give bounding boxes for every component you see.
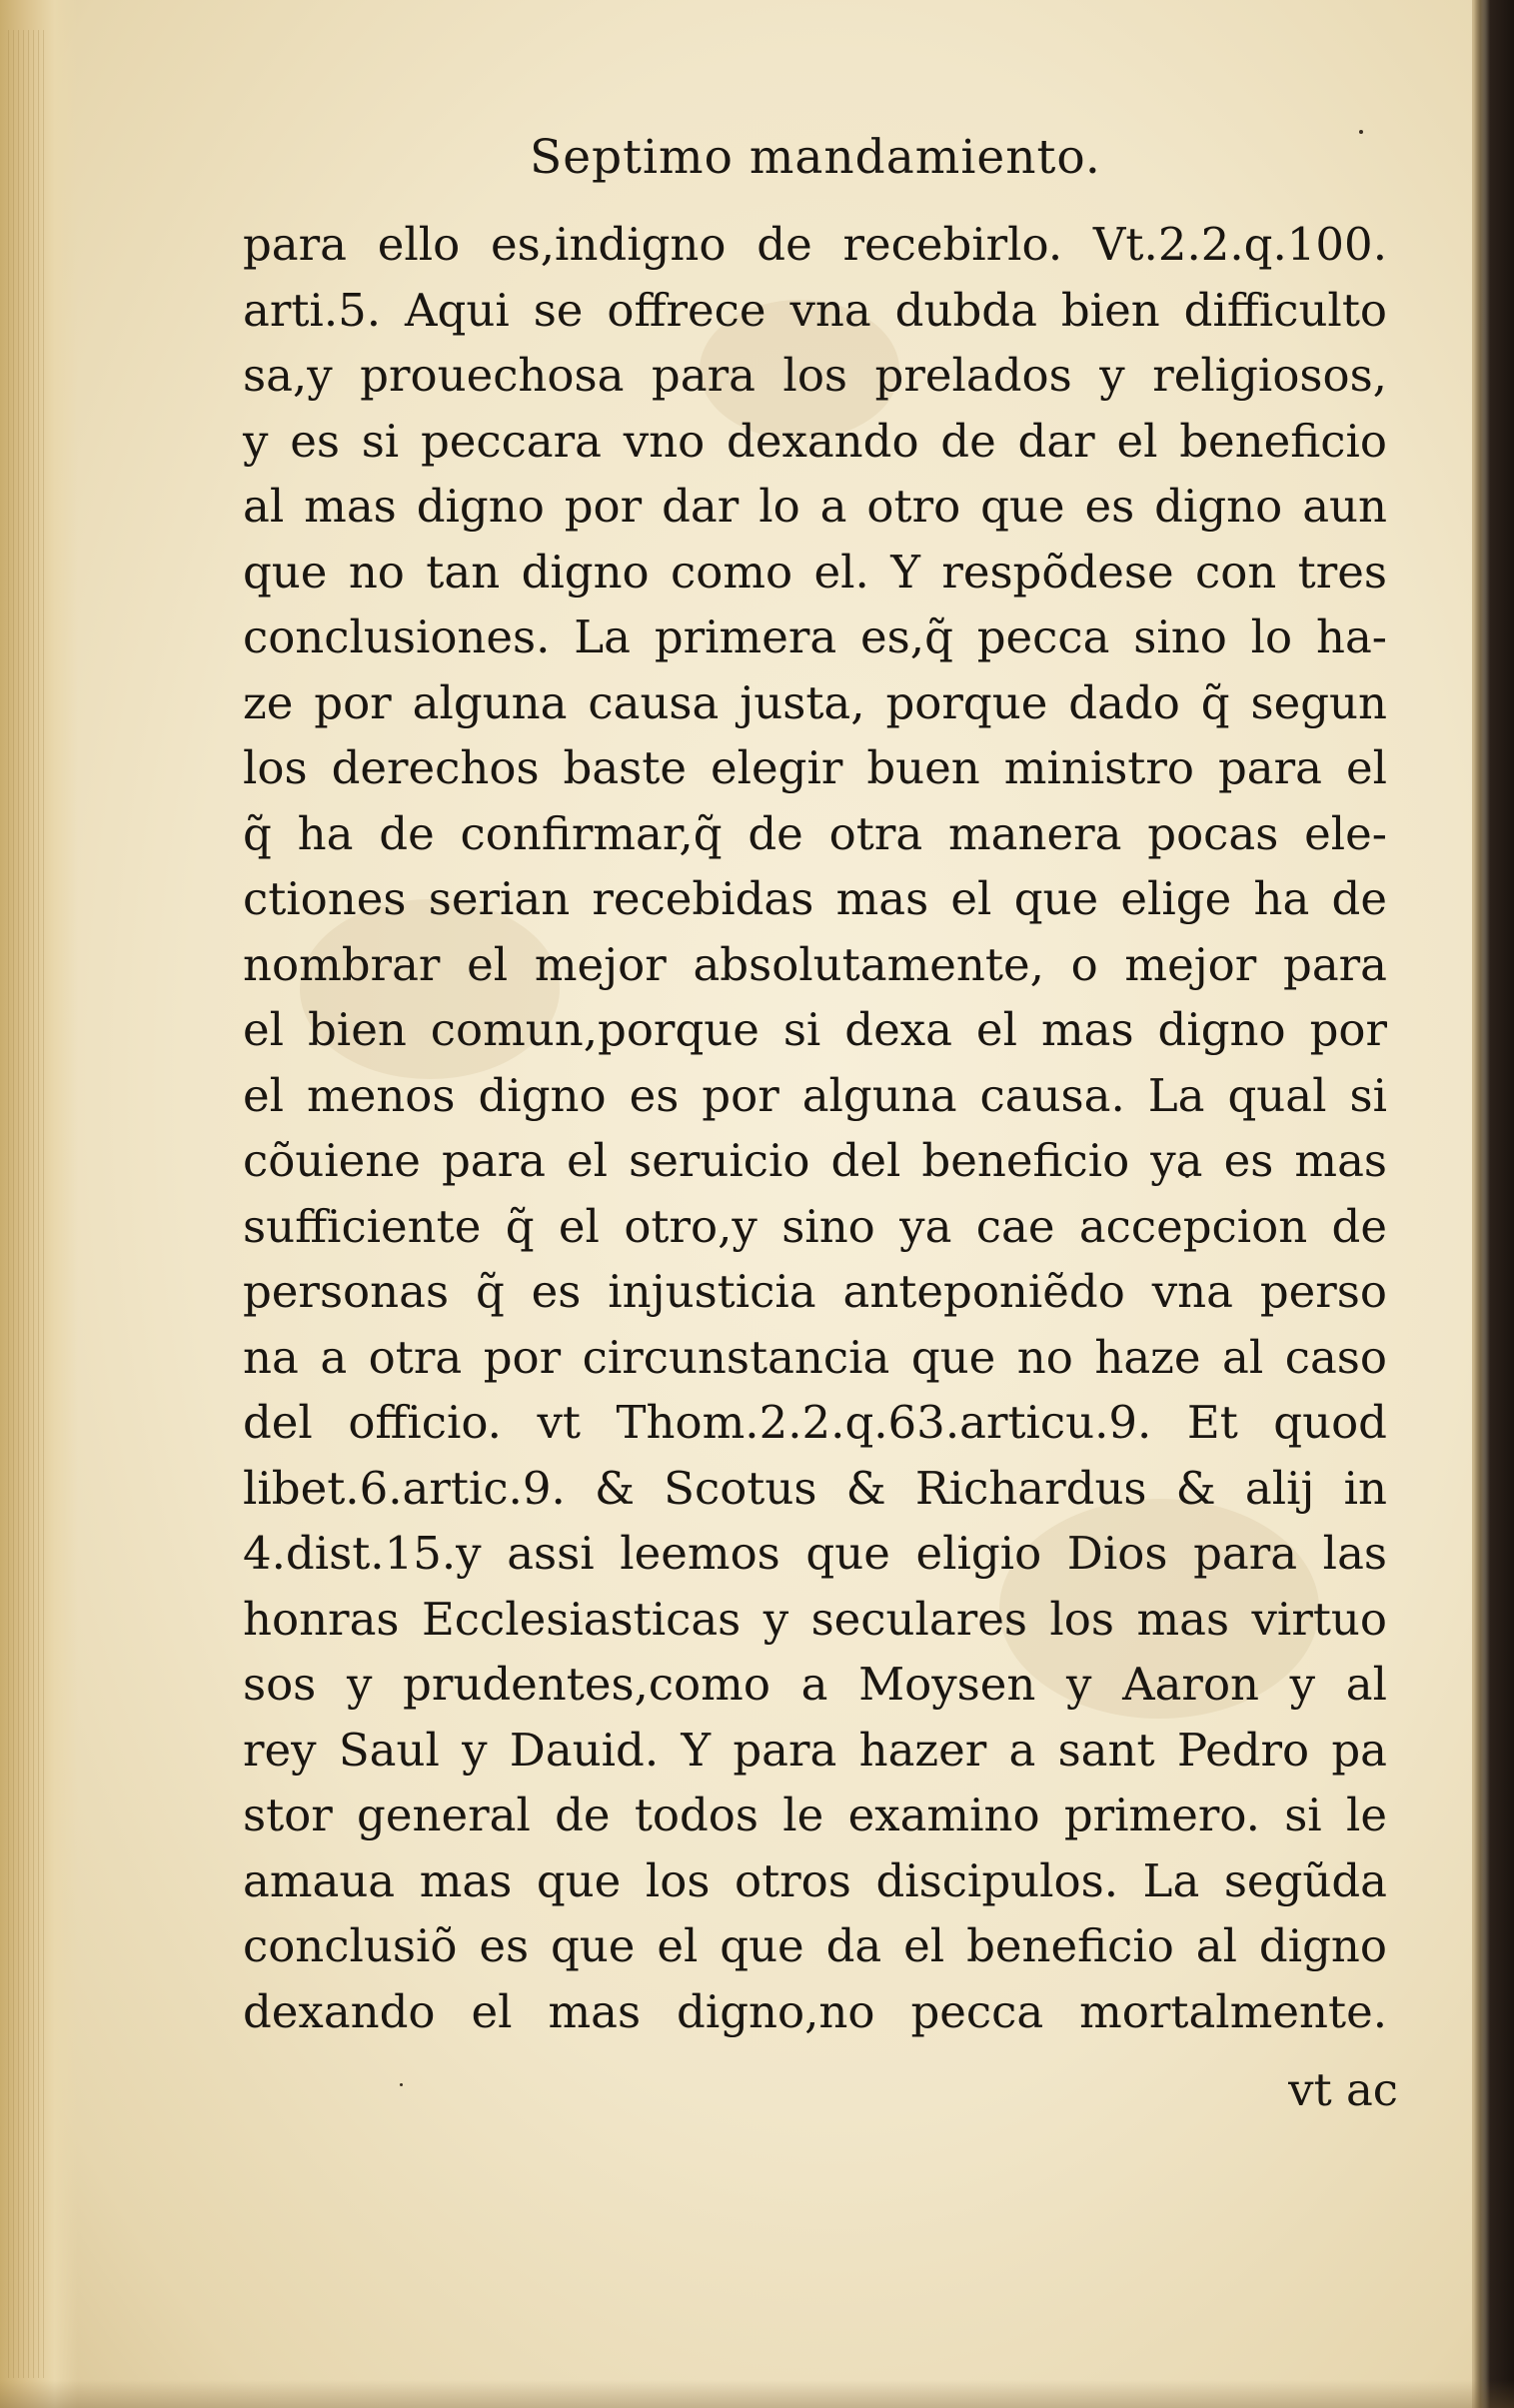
text-line: nombrar el mejor absolutamente, o mejor para bbox=[243, 937, 1387, 991]
text-line: para ello es,indigno de recebirlo. Vt.2.2.q.100. bbox=[243, 218, 1387, 271]
binding-gutter bbox=[0, 0, 78, 2408]
text-line: sufficiente q̃ el otro,y sino ya cae accepcion de bbox=[243, 1199, 1387, 1253]
text-line: rey Saul y Dauid. Y para hazer a sant Pedro pa bbox=[243, 1723, 1387, 1777]
text-line: conclusiõ es que el que da el beneficio al digno bbox=[243, 1919, 1387, 1972]
page-bottom-shadow bbox=[0, 2380, 1514, 2408]
ink-speck bbox=[1359, 130, 1363, 134]
text-line: libet.6.artic.9. & Scotus & Richardus & alij in bbox=[243, 1461, 1387, 1515]
running-head: Septimo mandamiento. bbox=[530, 130, 1101, 185]
text-line: sa,y prouechosa para los prelados y religiosos, bbox=[243, 349, 1387, 402]
text-line: cõuiene para el seruicio del beneficio ya es mas bbox=[243, 1134, 1387, 1187]
text-line: conclusiones. La primera es,q̃ pecca sino lo ha- bbox=[243, 610, 1387, 663]
gutter-page-edges bbox=[8, 30, 48, 2378]
text-line: na a otra por circunstancia que no haze al caso bbox=[243, 1330, 1387, 1384]
text-line: al mas digno por dar lo a otro que es digno aun bbox=[243, 480, 1387, 533]
text-line: stor general de todos le examino primero. si le bbox=[243, 1789, 1387, 1841]
text-line: 4.dist.15.y assi leemos que eligio Dios para las bbox=[243, 1527, 1387, 1580]
text-line: arti.5. Aqui se offrece vna dubda bien difficulto bbox=[243, 283, 1387, 337]
text-line: sos y prudentes,como a Moysen y Aaron y al bbox=[243, 1658, 1387, 1711]
text-line: personas q̃ es injusticia anteponiẽdo vna perso bbox=[243, 1265, 1387, 1318]
body-text bbox=[243, 212, 1387, 2044]
text-line: el menos digno es por alguna causa. La qual si bbox=[243, 1068, 1387, 1122]
text-line: dexando el mas digno,no pecca mortalmente. bbox=[243, 1984, 1387, 2038]
text-line: y es si peccara vno dexando de dar el beneficio bbox=[243, 414, 1387, 468]
text-line: ctiones serian recebidas mas el que elige ha de bbox=[243, 872, 1387, 925]
cover-edge-shadow bbox=[1474, 0, 1514, 2408]
text-line: honras Ecclesiasticas y seculares los mas virtuo bbox=[243, 1592, 1387, 1646]
text-line: ze por alguna causa justa, porque dado q̃ segun bbox=[243, 675, 1387, 729]
text-line: amaua mas que los otros discipulos. La segũda bbox=[243, 1853, 1387, 1907]
text-line: del officio. vt Thom.2.2.q.63.articu.9. Et quod bbox=[243, 1396, 1387, 1449]
ink-speck bbox=[400, 2083, 403, 2086]
text-line: que no tan digno como el. Y respõdese con tres bbox=[243, 545, 1387, 599]
text-line: q̃ ha de confirmar,q̃ de otra manera pocas ele- bbox=[243, 806, 1387, 860]
text-line: el bien comun,porque si dexa el mas digno por bbox=[243, 1003, 1387, 1056]
catchword: vt ac bbox=[1288, 2063, 1398, 2116]
text-line: los derechos baste elegir buen ministro para el bbox=[243, 741, 1387, 794]
